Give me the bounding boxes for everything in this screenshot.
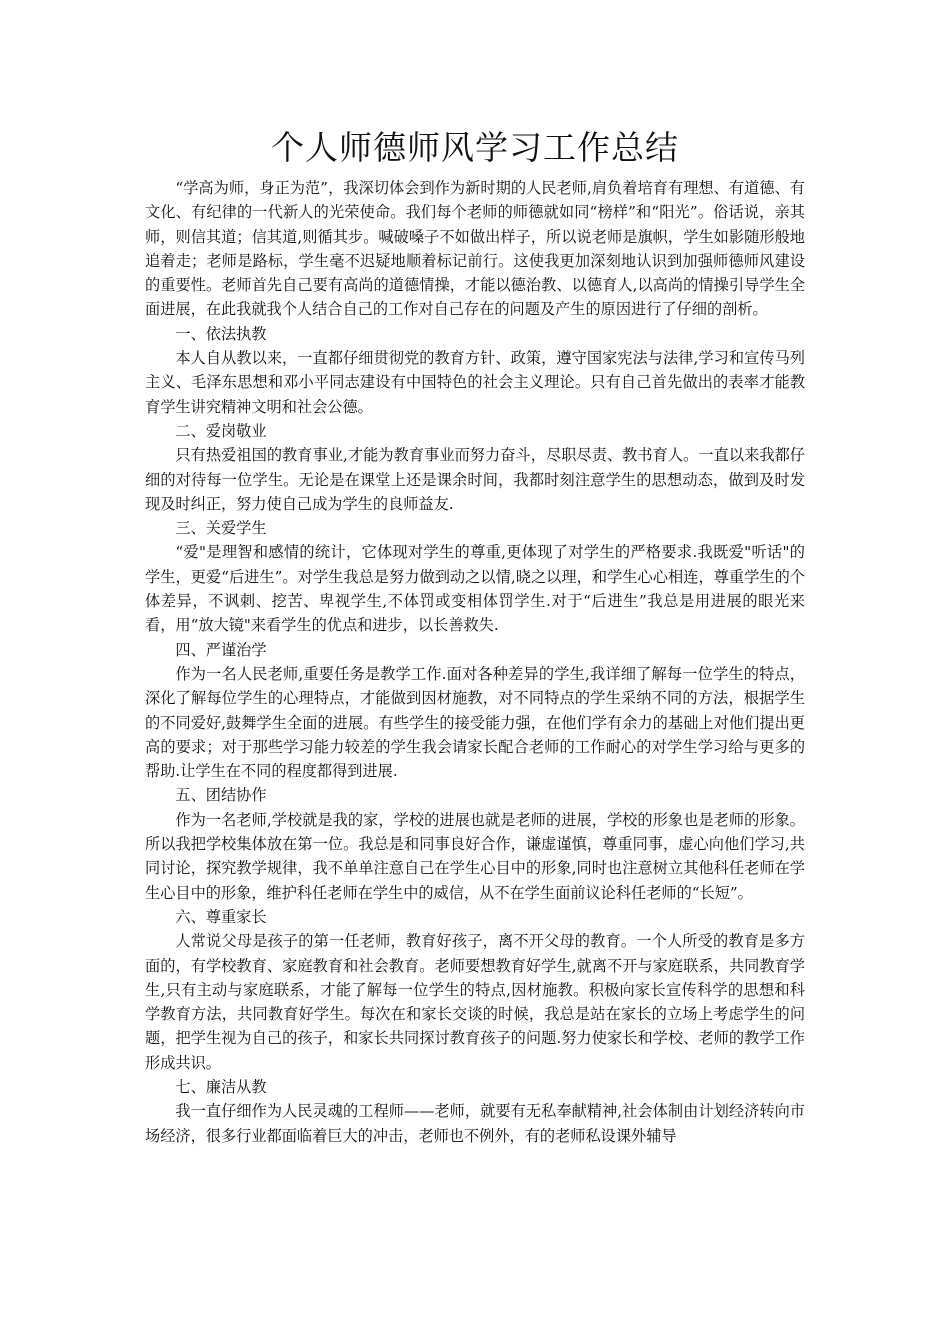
- section-heading-3: 三、关爱学生: [175, 519, 267, 538]
- document-page: [145, 122, 805, 1148]
- section-body-5: 作为一名老师,学校就是我的家，学校的进展也就是老师的进展，学校的形象也是老师的形象。所以我把学校集体放在第一位。我总是和同事良好合作，谦虚谨慎，尊重同事，虚心向他们学习,共同讨论，探究教学规律，我不单单注意自己在学生心目中的形象,同时也注意树立其他科任老师在学生心目中的形象，维护科任老师在学生中的威信，从不在学生面前议论科任老师的“长短”。: [145, 810, 805, 902]
- section-heading-7: 七、廉洁从教: [175, 1077, 267, 1096]
- section-body-2: 只有热爱祖国的教育事业,才能为教育事业而努力奋斗，尽职尽责、教书育人。一直以来我都仔细的对待每一位学生。无论是在课堂上还是课余时间，我都时刻注意学生的思想动态，做到及时发现及时纠正，努力使自己成为学生的良师益友.: [145, 446, 805, 513]
- section-heading-2: 二、爱岗敬业: [175, 421, 267, 440]
- section-body-6: 人常说父母是孩子的第一任老师，教育好孩子，离不开父母的教育。一个人所受的教育是多方面的，有学校教育、家庭教育和社会教育。老师要想教育好学生,就离不开与家庭联系，共同教育学生,只有主动与家庭联系，才能了解每一位学生的特点,因材施教。积极向家长宣传科学的思想和科学教育方法，共同教育好学生。每次在和家长交谈的时候，我总是站在家长的立场上考虑学生的问题，把学生视为自己的孩子，和家长共同探讨教育孩子的问题.努力使家长和学校、老师的教学工作形成共识。: [145, 932, 805, 1072]
- document-title: 个人师德师风学习工作总结: [271, 128, 679, 167]
- intro-paragraph: “学高为师，身正为范”，我深切体会到作为新时期的人民老师,肩负着培育有理想、有道德、有文化、有纪律的一代新人的光荣使命。我们每个老师的师德就如同“榜样”和“阳光”。俗话说，亲其师，则信其道；信其道,则循其步。喊破嗓子不如做出样子，所以说老师是旗帜，学生如影随形般地追着走；老师是路标，学生毫不迟疑地顺着标记前行。这使我更加深刻地认识到加强师德师风建设的重要性。老师首先自己要有高尚的道德情操，才能以德治教、以德育人,以高尚的情操引导学生全面进展，在此我就我个人结合自己的工作对自己存在的问题及产生的原因进行了仔细的剖析。: [145, 179, 805, 319]
- section-heading-6: 六、尊重家长: [175, 907, 267, 926]
- section-body-7: 我一直仔细作为人民灵魂的工程师——老师，就要有无私奉献精神,社会体制由计划经济转向市场经济，很多行业都面临着巨大的冲击，老师也不例外，有的老师私设课外辅导: [145, 1102, 805, 1145]
- section-body-4: 作为一名人民老师,重要任务是教学工作.面对各种差异的学生,我详细了解每一位学生的特点，深化了解每位学生的心理特点，才能做到因材施教，对不同特点的学生采纳不同的方法，根据学生的不同爱好,鼓舞学生全面的进展。有些学生的接受能力强，在他们学有余力的基础上对他们提出更高的要求；对于那些学习能力较差的学生我会请家长配合老师的工作耐心的对学生学习给与更多的帮助.让学生在不同的程度都得到进展.: [145, 664, 805, 781]
- section-heading-1: 一、依法执教: [175, 324, 267, 343]
- section-heading-5: 五、团结协作: [175, 786, 267, 805]
- section-body-3: “爱"是理智和感情的统计，它体现对学生的尊重,更体现了对学生的严格要求.我既爱"听话"的学生，更爱“后进生”。对学生我总是努力做到动之以情,晓之以理，和学生心心相连，尊重学生的个体差异，不讽刺、挖苦、卑视学生,不体罚或变相体罚学生.对于“后进生”我总是用进展的眼光来看，用“放大镜"来看学生的优点和进步，以长善救失.: [145, 543, 805, 635]
- section-body-1: 本人自从教以来，一直都仔细贯彻党的教育方针、政策，遵守国家宪法与法律,学习和宣传马列主义、毛泽东思想和邓小平同志建设有中国特色的社会主义理论。只有自己首先做出的表率才能教育学生讲究精神文明和社会公德。: [145, 349, 805, 416]
- section-heading-4: 四、严谨治学: [175, 640, 267, 659]
